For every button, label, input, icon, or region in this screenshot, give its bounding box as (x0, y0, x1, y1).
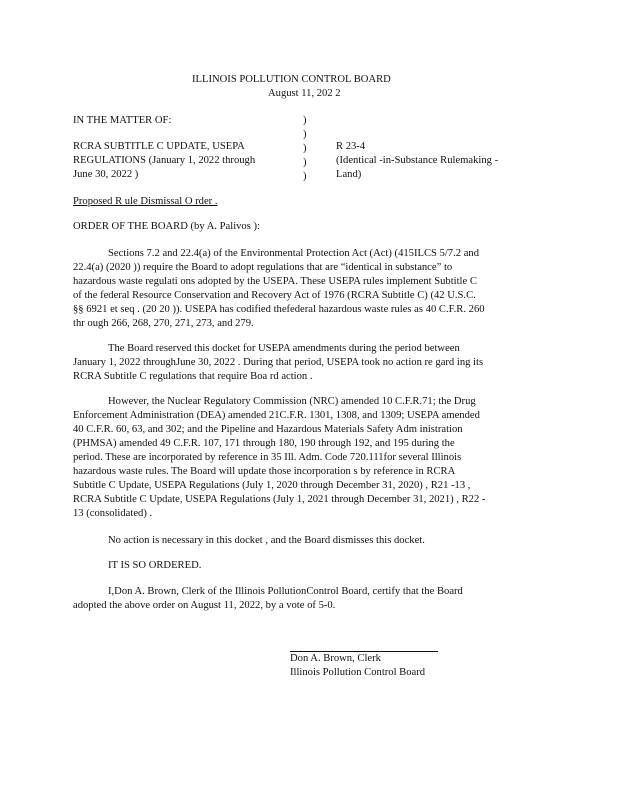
paragraph-line: 40 C.F.R. 60, 63, and 302; and the Pipeline and Hazardous Materials Safety Adm inistration (73, 424, 463, 435)
caption-title-line-1: RCRA SUBTITLE C UPDATE, USEPA (73, 141, 245, 152)
paragraph-statutory-basis (73, 247, 537, 331)
signatory-title: Illinois Pollution Control Board (290, 667, 426, 678)
document-type: Proposed R ule Dismissal O rder . (73, 196, 218, 207)
caption-paren: ) (303, 143, 307, 154)
caption-paren: ) (303, 157, 307, 168)
paragraph-line: I,Don A. Brown, Clerk of the Illinois PollutionControl Board, certify that the Board (108, 586, 463, 597)
paragraph-line: RCRA Subtitle C Update, USEPA Regulations (July 1, 2021 through December 31, 2021) , R22 - (73, 494, 486, 505)
docket-number: R 23-4 (336, 141, 366, 152)
docket-type-line-2: Land) (336, 169, 362, 180)
order-heading: ORDER OF THE BOARD (by A. Palivos ): (73, 221, 260, 232)
agency-title: ILLINOIS POLLUTION CONTROL BOARD (192, 74, 391, 85)
in-the-matter-label: IN THE MATTER OF: (73, 115, 172, 126)
paragraph-clerk-certification (73, 585, 537, 613)
paragraph-line: Subtitle C Update, USEPA Regulations (July 1, 2020 through December 31, 2020) , R21 -13 , (73, 480, 471, 491)
paragraph-line: hazardous waste regulati ons adopted by the USEPA. These USEPA rules implement Subtitle C (73, 276, 477, 287)
caption-title-line-2: REGULATIONS (January 1, 2022 through (73, 155, 256, 166)
paragraph-line: period. These are incorporated by reference in 35 Ill. Adm. Code 720.111for several Illinois (73, 452, 462, 463)
paragraph-line: adopted the above order on August 11, 2022, by a vote of 5-0. (73, 600, 336, 611)
paragraph-line: 13 (consolidated) . (73, 508, 153, 519)
docket-type-line-1: (Identical -in-Substance Rulemaking - (336, 155, 499, 166)
paragraph-line: §§ 6921 et seq . (20 20 )). USEPA has codified thefederal hazardous waste rules as 40 C.F.R. 260 (73, 304, 485, 315)
caption-paren: ) (303, 129, 307, 140)
paragraph-reserved-docket (73, 342, 537, 384)
paragraph-other-agencies (73, 395, 537, 521)
paragraph-line: RCRA Subtitle C regulations that require Boa rd action . (73, 371, 313, 382)
paragraph-line: Sections 7.2 and 22.4(a) of the Environmental Protection Act (Act) (415ILCS 5/7.2 and (108, 248, 479, 259)
caption-title-line-3: June 30, 2022 ) (73, 169, 139, 180)
caption-paren: ) (303, 171, 307, 182)
caption-paren: ) (303, 115, 307, 126)
paragraph-line: thr ough 266, 268, 270, 271, 273, and 279. (73, 318, 254, 329)
so-ordered: IT IS SO ORDERED. (108, 560, 202, 571)
signatory-name: Don A. Brown, Clerk (290, 653, 381, 664)
paragraph-line: of the federal Resource Conservation and Recovery Act of 1976 (RCRA Subtitle C) (42 U.S.C. (73, 290, 476, 301)
paragraph-line: (PHMSA) amended 49 C.F.R. 107, 171 through 180, 190 through 192, and 195 during the (73, 438, 455, 449)
paragraph-line: Enforcement Administration (DEA) amended 21C.F.R. 1301, 1308, and 1309; USEPA amended (73, 410, 480, 421)
paragraph-dismissal: No action is necessary in this docket , and the Board dismisses this docket. (108, 535, 425, 546)
paragraph-line: The Board reserved this docket for USEPA amendments during the period between (108, 343, 460, 354)
paragraph-line: 22.4(a) (2020 )) require the Board to adopt regulations that are “identical in substance” to (73, 262, 453, 273)
order-date: August 11, 202 2 (268, 88, 341, 99)
paragraph-line: However, the Nuclear Regulatory Commission (NRC) amended 10 C.F.R.71; the Drug (108, 396, 476, 407)
paragraph-line: January 1, 2022 throughJune 30, 2022 . During that period, USEPA took no action re gard ing its (73, 357, 484, 368)
paragraph-line: hazardous waste rules. The Board will update those incorporation s by reference in RCRA (73, 466, 456, 477)
